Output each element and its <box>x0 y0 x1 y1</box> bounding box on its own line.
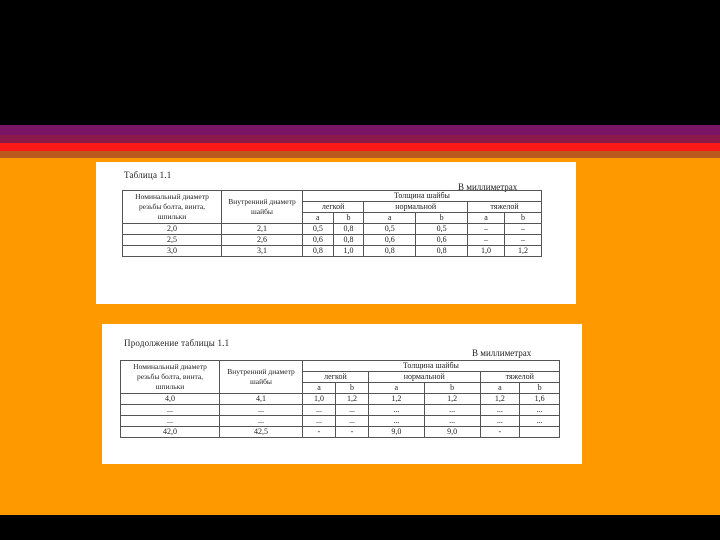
scanned-table-1 <box>96 162 576 304</box>
table-cell: ... <box>335 416 368 427</box>
table-cell: – <box>468 235 505 246</box>
table-cell: ... <box>368 405 424 416</box>
table-cell: 1,0 <box>468 246 505 257</box>
table-cell: 0,8 <box>303 246 334 257</box>
table-cell: 1,0 <box>303 394 336 405</box>
table-cell: 4,1 <box>220 394 303 405</box>
scanned-table-2 <box>102 324 582 464</box>
table-cell: ... <box>335 405 368 416</box>
header-a: a <box>303 383 336 394</box>
table-cell: ... <box>520 416 560 427</box>
header-thickness: Толщина шайбы <box>303 361 560 372</box>
table-cell: 2,6 <box>222 235 303 246</box>
table-cell: - <box>303 427 336 438</box>
table-cell: ... <box>303 405 336 416</box>
table-cell: 1,6 <box>520 394 560 405</box>
table-cell: ... <box>520 405 560 416</box>
table-caption: Таблица 1.1 <box>124 170 172 180</box>
table-row <box>121 405 560 416</box>
table-cell: 1,2 <box>335 394 368 405</box>
table-cell: 3,0 <box>123 246 222 257</box>
table-cell: ... <box>480 405 520 416</box>
table-cell: 0,8 <box>333 224 364 235</box>
table-cell: 0,5 <box>364 224 416 235</box>
table-cell <box>520 427 560 438</box>
table-cell: 0,5 <box>416 224 468 235</box>
table-cell: ... <box>368 416 424 427</box>
slide-header-band <box>0 0 720 125</box>
table-cell: 0,8 <box>364 246 416 257</box>
table-cell: 2,1 <box>222 224 303 235</box>
table-row <box>123 224 542 235</box>
table-cell: – <box>505 224 542 235</box>
table-cell: 2,5 <box>123 235 222 246</box>
table-cell: 0,6 <box>303 235 334 246</box>
decorative-stripe-brown <box>0 151 720 158</box>
table-cell: 1,0 <box>333 246 364 257</box>
header-b: b <box>416 213 468 224</box>
table-cell: - <box>480 427 520 438</box>
header-nominal-diameter: Номинальный диаметр резьбы болта, винта, шпильки <box>123 191 222 224</box>
header-normal: нормальной <box>368 372 480 383</box>
table-cell: 0,6 <box>364 235 416 246</box>
header-a: a <box>303 213 334 224</box>
table-cell: 9,0 <box>424 427 480 438</box>
washer-table-2 <box>120 360 560 438</box>
table-cell: ... <box>121 405 220 416</box>
table-cell: ... <box>121 416 220 427</box>
header-thickness: Толщина шайбы <box>303 191 542 202</box>
table-row <box>123 235 542 246</box>
header-b: b <box>424 383 480 394</box>
table-cell: 1,2 <box>424 394 480 405</box>
header-inner-diameter: Внутренний диаметр шайбы <box>220 361 303 394</box>
table-cell: 3,1 <box>222 246 303 257</box>
decorative-stripe-purple <box>0 125 720 135</box>
header-heavy: тяжелой <box>468 202 542 213</box>
table-cell: 0,8 <box>333 235 364 246</box>
table-cell: 9,0 <box>368 427 424 438</box>
header-a: a <box>368 383 424 394</box>
table-cell: 4,0 <box>121 394 220 405</box>
table-cell: ... <box>424 416 480 427</box>
table-cell: 42,5 <box>220 427 303 438</box>
table-cell: ... <box>424 405 480 416</box>
table-cell: 1,2 <box>368 394 424 405</box>
decorative-stripe-red <box>0 143 720 151</box>
table-cell: ... <box>480 416 520 427</box>
table-caption: Продолжение таблицы 1.1 <box>124 338 230 348</box>
table-cell: 42,0 <box>121 427 220 438</box>
header-inner-diameter: Внутренний диаметр шайбы <box>222 191 303 224</box>
header-light: легкой <box>303 202 364 213</box>
slide-footer-band <box>0 515 720 540</box>
decorative-stripe-maroon <box>0 135 720 143</box>
table-cell: – <box>505 235 542 246</box>
table-cell: ... <box>303 416 336 427</box>
table-row <box>121 416 560 427</box>
header-heavy: тяжелой <box>480 372 559 383</box>
header-a: a <box>480 383 520 394</box>
table-cell: ... <box>220 405 303 416</box>
table-cell: 0,6 <box>416 235 468 246</box>
table-cell: - <box>335 427 368 438</box>
table-cell: 0,8 <box>416 246 468 257</box>
table-units: В миллиметрах <box>458 182 518 192</box>
table-cell: – <box>468 224 505 235</box>
header-b: b <box>520 383 560 394</box>
table-row <box>121 427 560 438</box>
header-a: a <box>364 213 416 224</box>
table-row <box>121 394 560 405</box>
header-a: a <box>468 213 505 224</box>
table-row <box>123 246 542 257</box>
header-b: b <box>335 383 368 394</box>
washer-table-1 <box>122 190 542 257</box>
table-cell: ... <box>220 416 303 427</box>
header-light: легкой <box>303 372 369 383</box>
header-b: b <box>333 213 364 224</box>
table-cell: 1,2 <box>505 246 542 257</box>
table-units: В миллиметрах <box>472 348 532 358</box>
table-cell: 2,0 <box>123 224 222 235</box>
header-normal: нормальной <box>364 202 468 213</box>
header-b: b <box>505 213 542 224</box>
table-cell: 1,2 <box>480 394 520 405</box>
header-nominal-diameter: Номинальный диаметр резьбы болта, винта, шпильки <box>121 361 220 394</box>
table-cell: 0,5 <box>303 224 334 235</box>
